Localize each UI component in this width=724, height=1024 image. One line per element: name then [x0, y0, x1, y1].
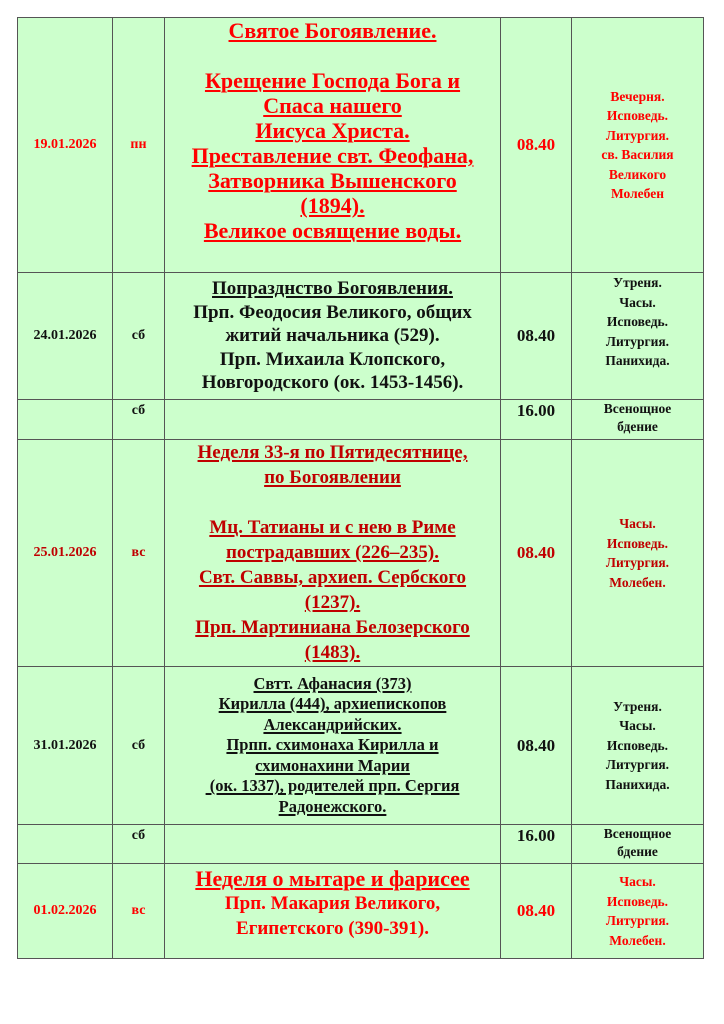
services-cell [572, 400, 704, 440]
service-item: бдение [617, 419, 658, 434]
feast-line: Александрийских. [263, 714, 402, 734]
feast-line: (1894). [300, 193, 365, 218]
feast-line: Иисуса Христа. [255, 118, 410, 143]
schedule-row [18, 273, 704, 400]
feast-line: (1237). [304, 592, 361, 613]
service-item: Часы. [619, 874, 656, 889]
date-cell: 31.01.2026 [18, 667, 113, 825]
feast-title: Святое Богоявление. [228, 18, 437, 43]
time-cell: 08.40 [501, 18, 572, 273]
service-item: Утреня. [613, 275, 662, 290]
service-item: Часы. [619, 516, 656, 531]
services-cell [572, 864, 704, 959]
feast-cell [165, 825, 501, 864]
date-cell: 01.02.2026 [18, 864, 113, 959]
schedule-row [18, 864, 704, 959]
feast-cell [165, 864, 501, 959]
feast-line: Прп. Мартиниана Белозерского [195, 617, 470, 638]
service-item: Всенощное [603, 401, 672, 416]
services-cell [572, 18, 704, 273]
time-cell: 16.00 [501, 825, 572, 864]
service-schedule-table [17, 17, 704, 959]
service-item: Часы. [619, 294, 656, 310]
feast-line: (1483). [304, 642, 361, 663]
date-cell: 24.01.2026 [18, 273, 113, 400]
feast-cell [165, 273, 501, 400]
weekday-cell: пн [113, 18, 165, 273]
feast-line: Преставление свт. Феофана, [191, 143, 474, 168]
service-item: св. Василия [601, 147, 674, 162]
service-item: Панихида. [605, 776, 670, 792]
service-item: Литургия. [605, 127, 670, 143]
feast-line: Прп. Михаила Клопского, [219, 348, 446, 370]
feast-line: Египетского (390-391). [236, 918, 429, 939]
weekday-cell: сб [113, 825, 165, 864]
feast-title: Неделя 33-я по Пятидесятнице, [197, 442, 468, 463]
service-item: Исповедь. [606, 893, 669, 909]
time-cell: 08.40 [501, 667, 572, 825]
service-item: бдение [617, 844, 658, 859]
date-cell [18, 825, 113, 864]
feast-line: Прпп. схимонаха Кирилла и [226, 735, 439, 755]
schedule-row [18, 400, 704, 440]
time-cell: 08.40 [501, 440, 572, 667]
service-item: Исповедь. [606, 535, 669, 551]
feast-line: Прп. Макария Великого, [224, 893, 441, 914]
service-item: Молебен. [609, 574, 666, 590]
schedule-row [18, 667, 704, 825]
feast-line: по Богоявлении [264, 467, 401, 488]
feast-title: Неделя о мытаре и фарисее [195, 866, 470, 891]
feast-cell [165, 440, 501, 667]
feast-line: Кирилла (444), архиепископов [218, 694, 447, 714]
date-cell: 19.01.2026 [18, 18, 113, 273]
feast-line: Крещение Господа Бога и [204, 68, 461, 93]
schedule-row [18, 18, 704, 273]
weekday-cell: сб [113, 273, 165, 400]
schedule-row [18, 825, 704, 864]
service-item: Молебен. [609, 932, 666, 948]
feast-line: Радонежского. [278, 796, 387, 816]
feast-line: Прп. Феодосия Великого, общих [193, 301, 472, 323]
service-item: Панихида. [605, 353, 670, 368]
time-cell: 16.00 [501, 400, 572, 440]
service-item: Вечерня. [610, 88, 665, 104]
time-cell: 08.40 [501, 273, 572, 400]
feast-line: Затворника Вышенского [208, 168, 457, 193]
service-item: Часы. [619, 718, 656, 734]
schedule-row [18, 440, 704, 667]
feast-cell [165, 18, 501, 273]
feast-line: Мц. Татианы и с нею в Риме [209, 517, 456, 538]
weekday-cell: вс [113, 440, 165, 667]
date-cell [18, 400, 113, 440]
service-item: Утреня. [613, 698, 662, 714]
service-item: Литургия. [605, 555, 670, 570]
weekday-cell: сб [113, 667, 165, 825]
weekday-cell: сб [113, 400, 165, 440]
time-cell: 08.40 [501, 864, 572, 959]
service-item: Исповедь. [606, 737, 669, 753]
feast-cell [165, 667, 501, 825]
service-item: Молебен [610, 186, 665, 201]
feast-line: пострадавших (226–235). [225, 542, 440, 563]
service-item: Всенощное [603, 826, 672, 841]
feast-line: Свт. Саввы, архиеп. Сербского [198, 567, 467, 588]
feast-title: Попразднство Богоявления. [212, 278, 453, 300]
feast-line: (ок. 1337), родителей прп. Сергия [205, 776, 460, 796]
service-item: Исповедь. [606, 314, 669, 329]
service-item: Литургия. [605, 913, 670, 928]
date-cell: 25.01.2026 [18, 440, 113, 667]
feast-line: Спаса нашего [263, 93, 402, 118]
services-cell [572, 273, 704, 400]
feast-line: Великое освящение воды. [203, 218, 462, 243]
feast-line: Новгородского (ок. 1453-1456). [201, 372, 464, 394]
service-item: Великого [608, 166, 667, 182]
service-item: Исповедь. [606, 108, 669, 123]
services-cell [572, 440, 704, 667]
services-cell [572, 667, 704, 825]
feast-cell [165, 400, 501, 440]
services-cell [572, 825, 704, 864]
feast-title: Свтт. Афанасия (373) [253, 673, 412, 693]
feast-line: житий начальника (529). [225, 325, 440, 347]
service-item: Литургия. [605, 757, 670, 773]
service-item: Литургия. [605, 333, 670, 349]
weekday-cell: вс [113, 864, 165, 959]
feast-line: схимонахини Марии [255, 755, 410, 775]
